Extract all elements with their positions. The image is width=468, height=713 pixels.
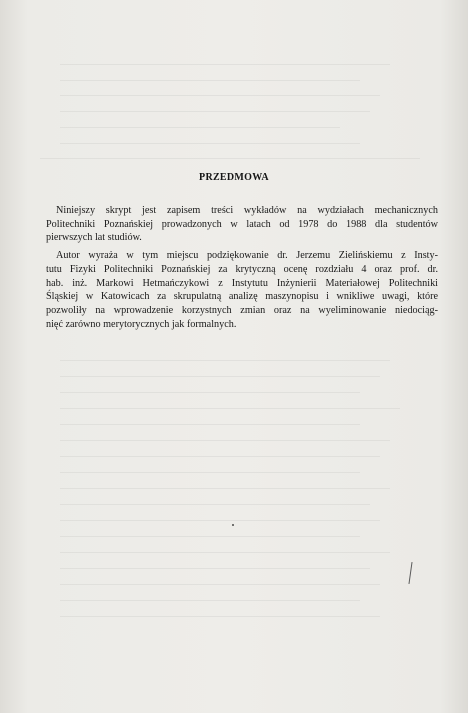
text-line: Autor wyraża w tym miejscu podziękowanie dr. Jerzemu Zielińskiemu z Insty- [56, 250, 438, 262]
scan-scratch [408, 562, 412, 584]
paragraph-2 [46, 249, 438, 331]
page-heading: PRZEDMOWA [199, 172, 269, 183]
scan-speck [232, 524, 234, 526]
text-line: pierwszych lat studiów. [46, 232, 142, 244]
paragraph-1 [46, 204, 438, 245]
text-line: Śląskiej w Katowicach za skrupulatną analizę maszynopisu i wnikliwe uwagi, które [46, 291, 438, 303]
text-line: Niniejszy skrypt jest zapisem treści wykładów na wydziałach mechanicznych [56, 205, 438, 216]
text-line: pozwoliły na wprowadzenie korzystnych zmian oraz na wyeliminowanie niedociąg- [46, 304, 438, 316]
text-line: Politechniki Poznańskiej prowadzonych w latach od 1978 do 1988 dla studentów [46, 218, 438, 230]
text-line: hab. inż. Markowi Hetmańczykowi z Instytutu Inżynierii Materiałowej Politechniki [46, 277, 438, 289]
text-line: tutu Fizyki Politechniki Poznańskiej za krytyczną ocenę rozdziału 4 oraz prof. dr. [46, 263, 438, 275]
preface-body [46, 204, 438, 335]
text-line: nięć zarówno merytorycznych jak formalnych. [46, 318, 237, 330]
